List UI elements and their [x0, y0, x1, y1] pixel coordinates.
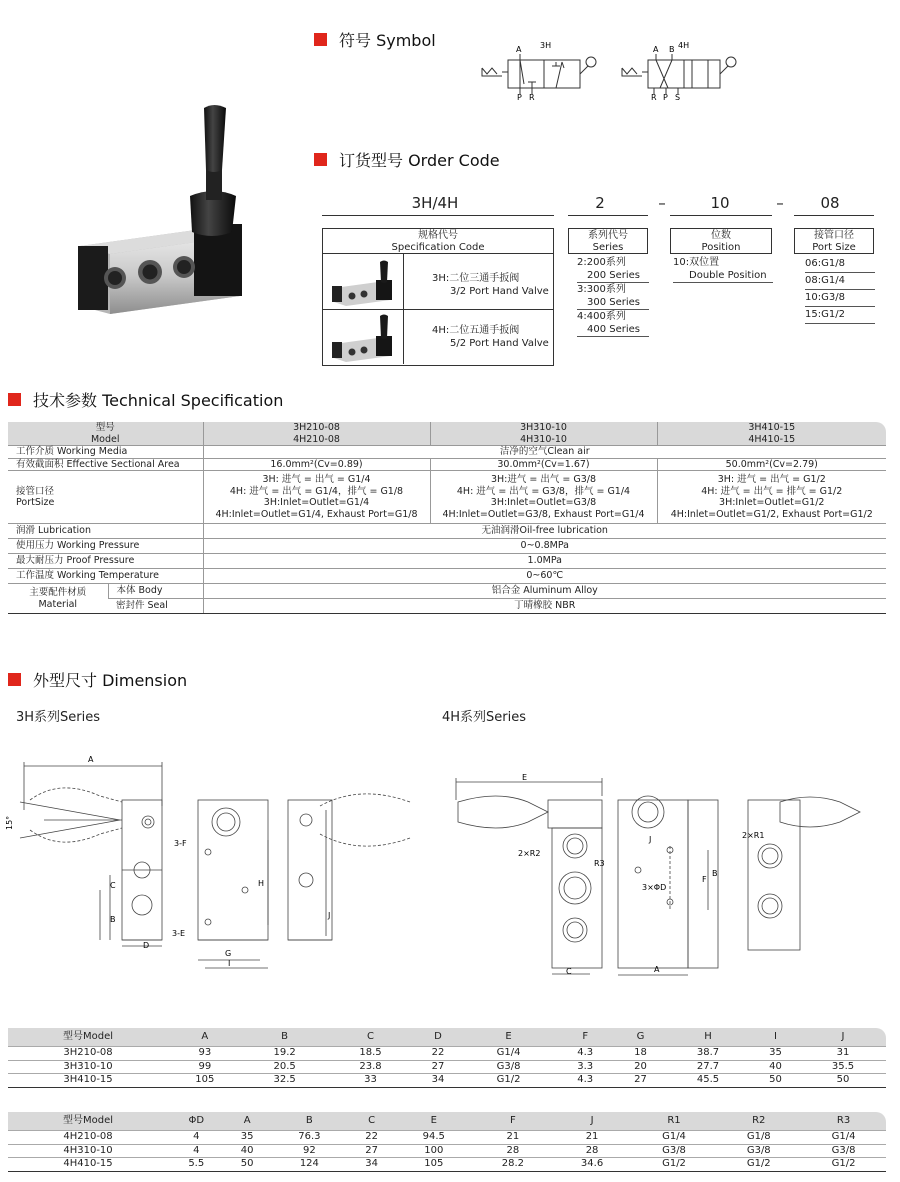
- dim-label: 2×R1: [742, 831, 765, 840]
- table-row: 3H310-10 99 20.5 23.8 27 G3/8 3.3 20 27.7 40 35.5: [8, 1060, 886, 1074]
- table-row: 接管口径 PortSize 3H: 进气 = 出气 = G1/4 4H: 进气 = 出气 = G1/4，排气 = G1/8 3H:Inlet=Outlet=G1/4 4H:Inlet=Outlet=G1/4, Exhaust Port=G1/8 3H:进气 = 出气 = G3/8 4H: 进气 = 出气 = G3/8，排气 = G1/4 3H:Inlet=Outlet=G3/8 4H:Inlet=Outlet=G3/8, Exhaust Port=G1/4 3H: 进气 = 出气 = G1/2 4H: 进气 = 出气 = 排气 = G1/2 3H:Inlet=Outlet=G1/2 4H:Inlet=Outlet=G1/2, Exhaust Port=G1/2: [8, 471, 886, 524]
- 4h-valve-thumbnail: [330, 312, 398, 364]
- port-label: R: [651, 93, 657, 102]
- table-row: 3H210-08 93 19.2 18.5 22 G1/4 4.3 18 38.7 35 31: [8, 1047, 886, 1061]
- order-dash: –: [776, 194, 784, 212]
- dim-label: I: [228, 959, 231, 968]
- table-row: 型号Model A B C D E F G H I J: [8, 1028, 886, 1047]
- dim-label: 3-F: [174, 839, 187, 848]
- series-4h-label: 4H系列Series: [442, 710, 527, 725]
- dim-label: A: [654, 965, 660, 974]
- order-part-port: 08: [820, 194, 840, 212]
- table-row: 型号 Model 3H210-08 4H210-08 3H310-10 4H310-10 3H410-15 4H410-15: [8, 422, 886, 446]
- dim-label: A: [88, 755, 94, 764]
- table-row: 3H410-15 105 32.5 33 34 G1/2 4.3 27 45.5 50 50: [8, 1074, 886, 1088]
- table-row: 有效截面积 Effective Sectional Area 16.0mm²(Cv=0.89) 30.0mm²(Cv=1.67) 50.0mm²(Cv=2.79): [8, 458, 886, 471]
- divider: [323, 309, 553, 310]
- spec-code-box: 规格代号 Specification Code: [322, 228, 554, 254]
- port-label: B: [669, 45, 675, 54]
- position-box: 位数 Position: [670, 228, 772, 254]
- dim-label: B: [712, 869, 718, 878]
- 3h-dimension-drawing: [0, 750, 440, 980]
- table-row: 主要配件材质 Material 本体 Body 铝合金 Aluminum Alloy: [8, 584, 886, 599]
- dim-label: B: [110, 915, 116, 924]
- symbol-3h-label: 3H: [540, 41, 552, 50]
- hand-valve-product-image: [60, 96, 250, 316]
- symbol-4h-label: 4H: [678, 41, 690, 50]
- divider: [403, 254, 404, 364]
- 3h-valve-thumbnail: [330, 258, 398, 306]
- variant-3h: 3H:二位三通手扳阀 3/2 Port Hand Valve: [432, 273, 549, 297]
- divider: [568, 215, 648, 216]
- symbol-section-title: 符号 Symbol: [314, 28, 436, 51]
- table-row: 工作介质 Working Media 洁净的空气Clean air: [8, 446, 886, 459]
- port-label: A: [653, 45, 659, 54]
- red-square-icon: [314, 153, 327, 166]
- port-label: P: [517, 93, 522, 102]
- order-code-section-title: 订货型号 Order Code: [314, 148, 500, 171]
- position-list: 10:双位置 Double Position: [673, 256, 773, 283]
- divider: [322, 215, 554, 216]
- dim-label: C: [566, 967, 572, 976]
- 4h-dimension-drawing: [440, 750, 900, 980]
- table-row: 最大耐压力 Proof Pressure 1.0MPa: [8, 554, 886, 569]
- port-label: R: [529, 93, 535, 102]
- table-row: 润滑 Lubrication 无油润滑Oil-free lubrication: [8, 524, 886, 539]
- order-part-series: 2: [595, 194, 605, 212]
- port-size-list: 06:G1/8 08:G1/4 10:G3/8 15:G1/2: [805, 256, 875, 324]
- variant-4h: 4H:二位五通手扳阀 5/2 Port Hand Valve: [432, 325, 549, 349]
- divider: [794, 215, 874, 216]
- dim-label: H: [258, 879, 265, 888]
- dimension-section-title: 外型尺寸 Dimension: [8, 668, 187, 691]
- table-row: 4H310-10 4 40 92 27 100 28 28 G3/8 G3/8 G3/8: [8, 1144, 886, 1158]
- dim-label: J: [649, 835, 652, 844]
- dim-label: 3-E: [172, 929, 186, 938]
- dim-label: 3×ΦD: [642, 883, 667, 892]
- table-row: 工作温度 Working Temperature 0~60℃: [8, 569, 886, 584]
- table-row: 4H210-08 4 35 76.3 22 94.5 21 21 G1/4 G1/8 G1/4: [8, 1131, 886, 1145]
- red-square-icon: [8, 673, 21, 686]
- table-row: 型号Model ΦD A B C E F J R1 R2 R3: [8, 1112, 886, 1131]
- port-label: P: [663, 93, 668, 102]
- dim-label: R3: [594, 859, 605, 868]
- dim-label: C: [110, 881, 116, 890]
- symbol-diagrams: [476, 38, 746, 102]
- tech-spec-section-title: 技术参数 Technical Specification: [8, 388, 283, 411]
- port-label: A: [516, 45, 522, 54]
- table-row: 密封件 Seal 丁晴橡胶 NBR: [8, 599, 886, 614]
- 4h-dimension-table: [8, 1112, 886, 1172]
- dim-label: J: [328, 911, 331, 920]
- dim-label: F: [702, 875, 707, 884]
- port-size-box: 接管口径 Port Size: [794, 228, 874, 254]
- order-part-model: 3H/4H: [411, 194, 459, 212]
- dim-label: E: [522, 773, 528, 782]
- port-label: S: [675, 93, 681, 102]
- table-row: 使用压力 Working Pressure 0~0.8MPa: [8, 539, 886, 554]
- series-3h-label: 3H系列Series: [16, 710, 101, 725]
- table-row: 4H410-15 5.5 50 124 34 105 28.2 34.6 G1/2 G1/2 G1/2: [8, 1158, 886, 1172]
- 3h-dimension-table: [8, 1028, 886, 1088]
- order-part-position: 10: [710, 194, 730, 212]
- dim-label: 15°: [5, 815, 14, 830]
- red-square-icon: [8, 393, 21, 406]
- dim-label: D: [143, 941, 150, 950]
- dim-label: 2×R2: [518, 849, 541, 858]
- divider: [670, 215, 772, 216]
- tech-spec-table: [8, 422, 886, 614]
- order-dash: –: [658, 194, 666, 212]
- red-square-icon: [314, 33, 327, 46]
- dim-label: G: [225, 949, 232, 958]
- series-list: 2:200系列 200 Series 3:300系列 300 Series 4:400系列 400 Series: [577, 256, 649, 337]
- series-box: 系列代号 Series: [568, 228, 648, 254]
